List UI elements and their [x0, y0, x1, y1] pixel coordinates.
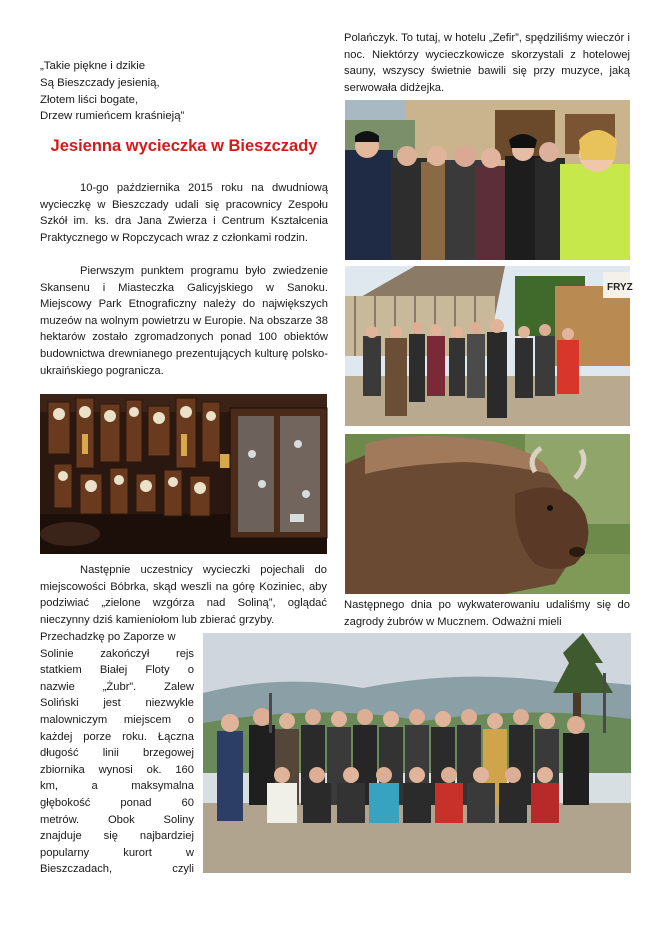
paragraph-muczne: Następnego dnia po wykwaterowaniu udaliśmy się do zagrody żubrów w Mucznem. Odważni mieli [344, 599, 630, 628]
text-line: Przechadzkę po Zaporze w [40, 631, 176, 643]
text-line: zbiornika wynosi ok. 160 [40, 763, 194, 776]
text-line: Soliński jest niezwykle [40, 697, 194, 710]
photo-group-town [345, 100, 630, 260]
text-line: głębokość ponad 60 [40, 796, 194, 809]
article-title: Jesienna wycieczka w Bieszczady [50, 137, 318, 155]
photo-bison [345, 434, 630, 594]
text-line: długość linii brzegowej [40, 747, 194, 760]
paragraph-bobrka: Następnie uczestnicy wycieczki pojechali do miejscowości Bóbrka, skąd weszli na górę Koziniec, aby podziwiać „zielone wzgórza nad Soliną”, oglądać nieczynny dziś kamieniołom lub zbierać grzyby. [40, 564, 327, 626]
poem-line: Złotem liści bogate, [40, 93, 139, 106]
paragraph-skansen: Pierwszym punktem programu było zwiedzenie Skansenu i Miasteczka Galicyjskiego w Sanoku. Miejscowy Park Etnograficzny należy do największych muzeów na wolnym powietrzu w Europie. Na obszarze 38 hektarów zostało zgromadzonych ponad 100 obiektów budownictwa drewnianego prezentujących kulturę polsko-ukraińskiego pogranicza. [40, 265, 328, 377]
text-line: statkiem Białej Floty o [40, 664, 194, 677]
text-line: każdej porze roku. Łączna [40, 730, 194, 743]
paragraph-solina [40, 629, 194, 878]
text-line: Bieszczadach, czyli [40, 863, 194, 876]
text-line: km, a maksymalna [40, 780, 194, 793]
text-line: popularny kurort w [40, 846, 194, 859]
text-line: metrów. Obok Soliny [40, 813, 194, 826]
photo-group-solina [203, 633, 631, 873]
paragraph-polanczyk: Polańczyk. To tutaj, w hotelu „Zefir”, spędziliśmy wieczór i noc. Niektórzy wycieczkowicze skorzystali z hotelowej sauny, wszyscy świetnie bawili się przy muzyce, jaką serwowała didżejka. [344, 32, 630, 94]
paragraph-intro: 10-go października 2015 roku na dwudniową wycieczkę w Bieszczady udali się pracownicy Zespołu Szkół im. ks. dra Jana Zwierza i Centrum Kształcenia Praktycznego w Ropczycach wraz z członkami rodzin. [40, 182, 328, 244]
poem [40, 58, 184, 125]
poem-line: Są Bieszczady jesienią, [40, 76, 160, 89]
text-line: Solinie zakończył rejs [40, 647, 194, 660]
photo-skansen [345, 266, 633, 426]
sign-label: FRYZ [607, 282, 633, 293]
text-line: znajduje się najbardziej [40, 830, 194, 843]
text-line: nazwie „Żubr”. Zalew [40, 680, 194, 693]
poem-line: „Takie piękne i dzikie [40, 60, 146, 72]
photo-clock-museum [40, 394, 327, 554]
poem-line: Drzew rumieńcem kraśnieją” [40, 110, 185, 123]
text-line: malowniczym miejscem o [40, 713, 194, 726]
